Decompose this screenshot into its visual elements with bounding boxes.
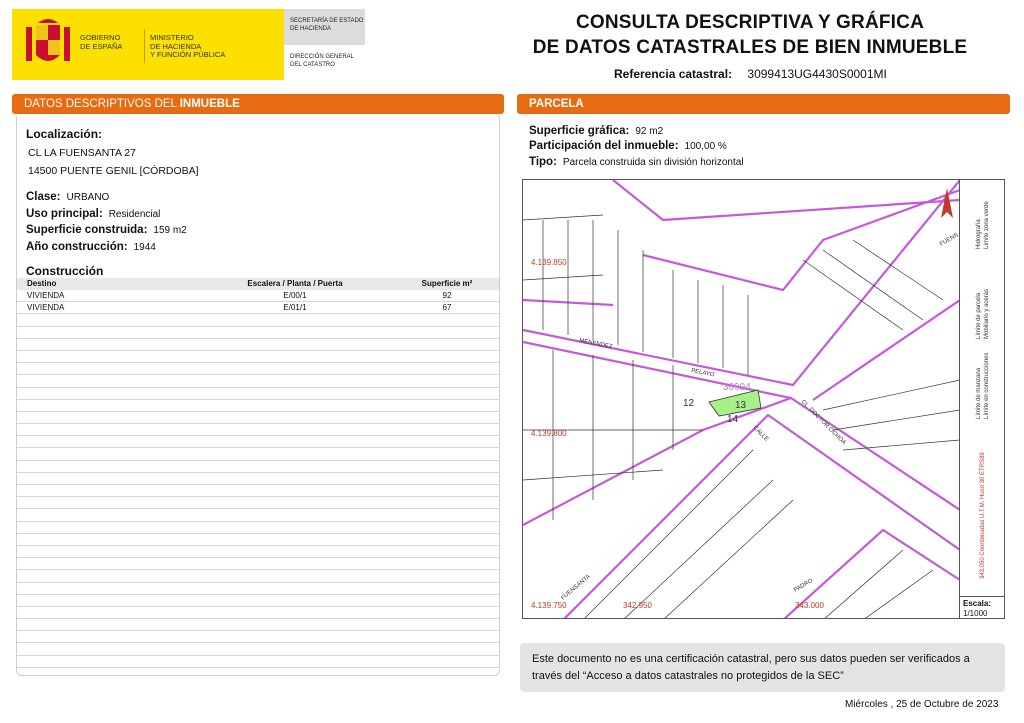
- secretaria-label: SECRETARÍA DE ESTADO DE HACIENDA: [284, 9, 365, 45]
- address-line-1: CL LA FUENSANTA 27: [28, 147, 136, 159]
- section-bar-inmueble: DATOS DESCRIPTIVOS DEL INMUEBLE: [12, 94, 504, 114]
- coat-of-arms-icon: [22, 15, 74, 73]
- reference-value: 3099413UG4430S0001MI: [747, 67, 887, 81]
- empty-table-row: [17, 643, 499, 655]
- direccion-label: DIRECCIÓN GENERAL DEL CATASTRO: [290, 54, 355, 68]
- participacion-row: Participación del inmueble: 100,00 %: [529, 140, 727, 152]
- svg-text:Límite de manzana: Límite de manzana: [976, 367, 982, 419]
- empty-table-row: [17, 656, 499, 668]
- empty-table-row: [17, 583, 499, 595]
- empty-table-row: [17, 595, 499, 607]
- empty-table-row: [17, 351, 499, 363]
- tipo-row: Tipo: Parcela construida sin división horizontal: [529, 156, 744, 168]
- svg-text:Mobiliario y aceras: Mobiliario y aceras: [984, 288, 990, 339]
- svg-text:30994: 30994: [723, 382, 751, 393]
- empty-table-row: [17, 497, 499, 509]
- empty-rows: [17, 314, 499, 667]
- scale-box: Escala: 1/1000: [959, 596, 1005, 619]
- cadastral-map[interactable]: [522, 179, 1005, 619]
- svg-text:Hidrografía: Hidrografía: [976, 219, 982, 249]
- svg-text:Límite en construcciones: Límite en construcciones: [984, 352, 990, 419]
- empty-table-row: [17, 631, 499, 643]
- construccion-table: [17, 278, 499, 668]
- document-title: CONSULTA DESCRIPTIVA Y GRÁFICA DE DATOS CATASTRALES DE BIEN INMUEBLE: [532, 12, 968, 58]
- svg-text:343.050 Coordenadas U.T.M. Hus: 343.050 Coordenadas U.T.M. Huso 30 ETRS89: [980, 452, 986, 579]
- svg-text:14: 14: [727, 414, 739, 425]
- document-date: Miércoles , 25 de Octubre de 2023: [845, 699, 999, 710]
- empty-table-row: [17, 558, 499, 570]
- svg-text:PADRO: PADRO: [793, 578, 815, 594]
- superficie-grafica-row: Superficie gráfica: 92 m2: [529, 125, 664, 137]
- empty-table-row: [17, 388, 499, 400]
- empty-table-row: [17, 607, 499, 619]
- svg-text:CALLE: CALLE: [751, 425, 770, 443]
- coord-label: 342.950: [623, 601, 652, 610]
- reference-row: Referencia catastral: 3099413UG4430S0001MI: [614, 67, 887, 81]
- empty-table-row: [17, 363, 499, 375]
- svg-text:13: 13: [735, 400, 747, 411]
- uso-row: Uso principal: Residencial: [26, 208, 161, 220]
- svg-text:FUENS: FUENS: [939, 232, 960, 248]
- svg-text:FUENSANTA: FUENSANTA: [560, 573, 592, 602]
- empty-table-row: [17, 400, 499, 412]
- table-row: VIVIENDA E/00/1 92: [17, 290, 499, 302]
- svg-text:Límite de parcela: Límite de parcela: [976, 292, 982, 339]
- empty-table-row: [17, 570, 499, 582]
- empty-table-row: [17, 412, 499, 424]
- empty-table-row: [17, 375, 499, 387]
- coord-label: 4.139.850: [531, 258, 567, 267]
- empty-table-row: [17, 546, 499, 558]
- table-row: VIVIENDA E/01/1 67: [17, 302, 499, 314]
- superficie-row: Superficie construida: 159 m2: [26, 224, 187, 236]
- map-legend: [959, 179, 1005, 597]
- svg-text:CL. DOCTOR OCHOA: CL. DOCTOR OCHOA: [799, 399, 847, 447]
- coord-label: 343.000: [795, 601, 824, 610]
- empty-table-row: [17, 436, 499, 448]
- map-drawing: [523, 180, 960, 619]
- svg-text:Límite zona verde: Límite zona verde: [984, 201, 990, 249]
- empty-table-row: [17, 522, 499, 534]
- coord-label: 4.139.800: [531, 429, 567, 438]
- clase-row: Clase: URBANO: [26, 191, 110, 203]
- svg-text:12: 12: [683, 398, 695, 409]
- empty-table-row: [17, 485, 499, 497]
- section-bar-parcela: PARCELA: [517, 94, 1010, 114]
- gobierno-text: GOBIERNO DE ESPAÑA: [80, 33, 123, 51]
- empty-table-row: [17, 473, 499, 485]
- svg-text:PELAYO: PELAYO: [690, 368, 715, 379]
- empty-table-row: [17, 424, 499, 436]
- empty-table-row: [17, 509, 499, 521]
- svg-text:MENENDEZ: MENENDEZ: [578, 338, 613, 351]
- anio-row: Año construcción: 1944: [26, 241, 156, 253]
- empty-table-row: [17, 314, 499, 326]
- disclaimer-notice: Este documento no es una certificación catastral, pero sus datos pueden ser verificados a través del “Acceso a datos catastrales no protegidos de la SEC”: [520, 643, 1005, 692]
- gobierno-logo: [12, 9, 284, 80]
- empty-table-row: [17, 448, 499, 460]
- empty-table-row: [17, 619, 499, 631]
- empty-table-row: [17, 534, 499, 546]
- empty-table-row: [17, 461, 499, 473]
- address-line-2: 14500 PUENTE GENIL [CÓRDOBA]: [28, 165, 199, 177]
- construccion-title: Construcción: [26, 264, 104, 278]
- table-header: Destino Escalera / Planta / Puerta Superficie m²: [17, 278, 499, 290]
- logo-separator: [144, 29, 145, 63]
- empty-table-row: [17, 339, 499, 351]
- ministerio-text: MINISTERIO DE HACIENDA Y FUNCIÓN PÚBLICA: [150, 33, 226, 59]
- coord-label: 4.139.750: [531, 601, 567, 610]
- location-label: Localización:: [26, 127, 103, 141]
- empty-table-row: [17, 327, 499, 339]
